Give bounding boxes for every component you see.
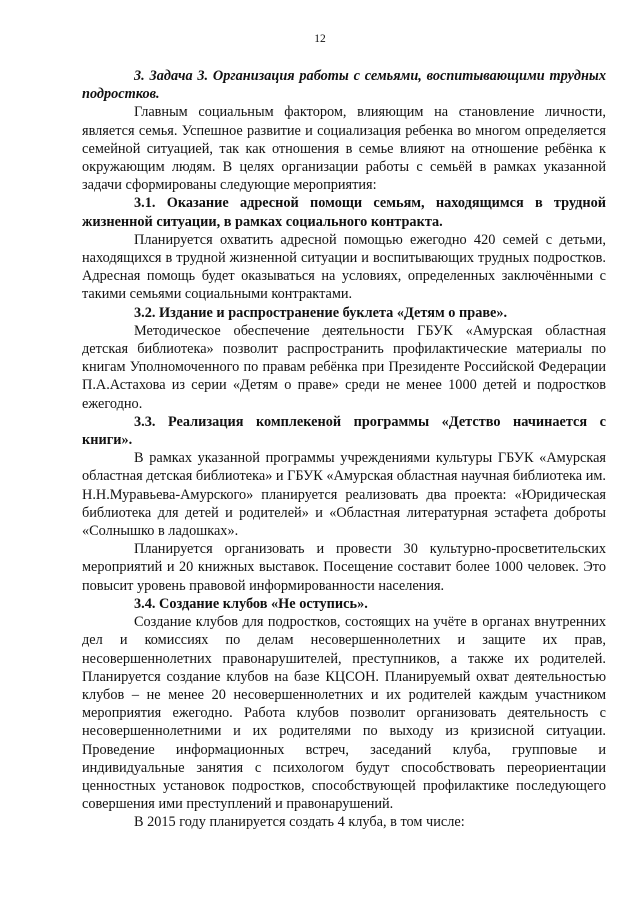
section-3-3-body-1: В рамках указанной программы учреждениями культуры ГБУК «Амурская областная детская библиотека» и ГБУК «Амурская областная научная библиотека им. Н.Н.Муравьева-Амурского» планируется реализовать два проекта: «Юридическая библиотека для детей и родителей» и «Областная литературная эстафета доброты «Солнышко в ладошках». bbox=[82, 450, 606, 540]
section-3-3-body-2: Планируется организовать и провести 30 культурно-просветительских мероприятий и 20 книжных выставок. Посещение составит более 1000 человек. Это повысит уровень правовой информированности населения. bbox=[82, 541, 606, 594]
section-3-2-body: Методическое обеспечение деятельности ГБУК «Амурская областная детская библиотека» позволит распространить профилактические материалы по книгам Уполномоченного по правам ребёнка при Президенте Российской Федерации П.А.Астахова из серии «Детям о праве» среди не менее 1000 детей и подростков ежегодно. bbox=[82, 322, 606, 412]
section-3-2-heading: 3.2. Издание и распространение буклета «Детям о праве». bbox=[134, 304, 508, 321]
intro-paragraph: Главным социальным фактором, влияющим на становление личности, является семья. Успешное развитие и социализация ребенка во многом определяется семейной ситуацией, так как отношения в семье влияют на отношение ребёнка к окружающим людям. В целях организации работы с семьёй в рамках указанной задачи сформированы следующие мероприятия: bbox=[82, 104, 606, 194]
section-3-4-heading: 3.4. Создание клубов «Не оступись». bbox=[134, 595, 368, 612]
section-3-1-body: Планируется охватить адресной помощью ежегодно 420 семей с детьми, находящихся в трудной жизненной ситуации и воспитывающих трудных подростков. Адресная помощь будет оказываться на условиях, определенных заключёнными с такими семьями социальными контрактами. bbox=[82, 231, 606, 303]
section-3-3-heading: 3.3. Реализация комплекеной программы «Детство начинается с книги». bbox=[82, 413, 606, 449]
document-body bbox=[82, 67, 606, 832]
task-heading: 3. Задача 3. Организация работы с семьями, воспитывающими трудных подростков. bbox=[82, 68, 606, 103]
section-3-4-body: Создание клубов для подростков, состоящих на учёте в органах внутренних дел и комиссиях по делам несовершеннолетних и защите их прав, несовершеннолетних правонарушителей, преступников, а также их родителей. Планируется создание клубов на базе КЦСОН. Планируемый охват деятельностью клубов – не менее 20 несовершеннолетних и их родителей каждым участником мероприятия ежегодно. Работа клубов позволит организовать деятельность с несовершеннолетними и их родителями по выходу из кризисной ситуации. Проведение информационных встреч, заседаний клуба, групповые и индивидуальные занятия с психологом будут способствовать переориентации ценностных установок подростков, способствующей профилактике последующего совершения ими преступлений и правонарушений. bbox=[82, 614, 606, 813]
section-3-1-heading: 3.1. Оказание адресной помощи семьям, находящимся в трудной жизненной ситуации, в рамках социального контракта. bbox=[82, 195, 606, 230]
section-3-4-tail: В 2015 году планируется создать 4 клуба, в том числе: bbox=[134, 814, 465, 831]
page-number: 12 bbox=[314, 33, 326, 45]
